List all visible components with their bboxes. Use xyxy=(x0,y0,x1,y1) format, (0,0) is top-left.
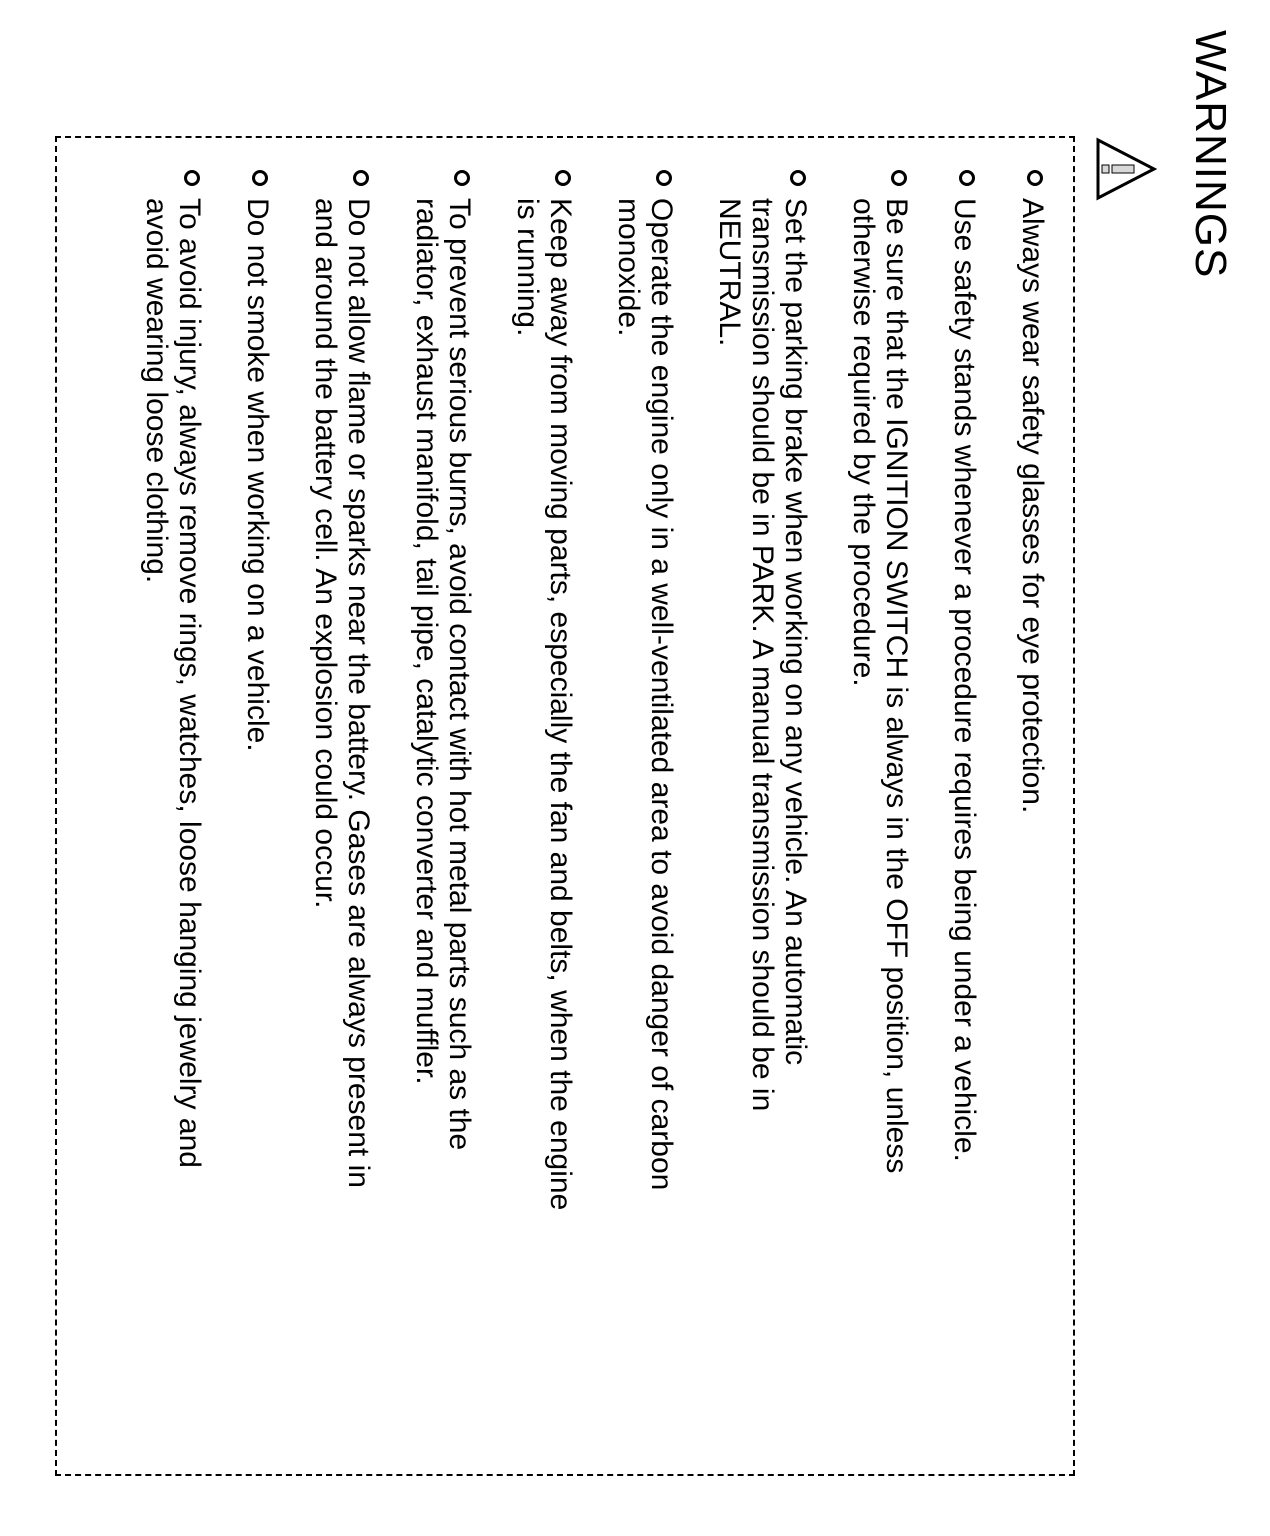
warning-text: Use safety stands whenever a procedure requires being under a vehicle. xyxy=(948,198,981,1162)
warning-text: Always wear safety glasses for eye protection. xyxy=(1016,198,1049,814)
warning-text: Operate the engine only in a well-ventilated area to avoid danger of carbon monoxide. xyxy=(612,198,678,1191)
bullet-icon xyxy=(353,170,369,186)
warning-item xyxy=(1016,168,1049,1238)
warning-item xyxy=(241,168,274,1238)
warning-item xyxy=(612,168,678,1238)
warnings-list xyxy=(105,168,1049,1238)
bullet-icon xyxy=(790,170,806,186)
warning-item xyxy=(410,168,476,1238)
warning-item xyxy=(948,168,981,1238)
warning-text: To prevent serious burns, avoid contact with hot metal parts such as the radiator, exhaust manifold, tail pipe, catalytic converter and muffler. xyxy=(410,198,476,1151)
bullet-icon xyxy=(891,170,907,186)
warning-item xyxy=(140,168,206,1238)
bullet-icon xyxy=(252,170,268,186)
title-row xyxy=(1186,30,1235,279)
bullet-icon xyxy=(959,170,975,186)
warning-text: To avoid injury, always remove rings, watches, loose hanging jewelry and avoid wearing loose clothing. xyxy=(140,198,206,1168)
warning-item xyxy=(713,168,812,1238)
warning-item xyxy=(309,168,375,1238)
warning-text: Keep away from moving parts, especially the fan and belts, when the engine is running. xyxy=(511,198,577,1211)
warning-item xyxy=(511,168,577,1238)
bullet-icon xyxy=(1027,170,1043,186)
warning-text: Be sure that the IGNITION SWITCH is always in the OFF position, unless otherwise required by the procedure. xyxy=(847,198,913,1174)
warning-text: Do not allow flame or sparks near the battery. Gases are always present in and around the battery cell. An explosion could occur. xyxy=(309,198,375,1188)
warning-text: Set the parking brake when working on any vehicle. An automatic transmission should be in PARK. A manual transmission should be in NEUTRAL. xyxy=(713,198,812,1112)
warnings-box xyxy=(55,136,1075,1476)
warning-text: Do not smoke when working on a vehicle. xyxy=(241,198,274,752)
bullet-icon xyxy=(656,170,672,186)
bullet-icon xyxy=(184,170,200,186)
warning-item xyxy=(847,168,913,1238)
bullet-icon xyxy=(555,170,571,186)
bullet-icon xyxy=(454,170,470,186)
warning-triangle-icon xyxy=(1092,136,1158,202)
page-title: WARNINGS xyxy=(1186,30,1235,279)
